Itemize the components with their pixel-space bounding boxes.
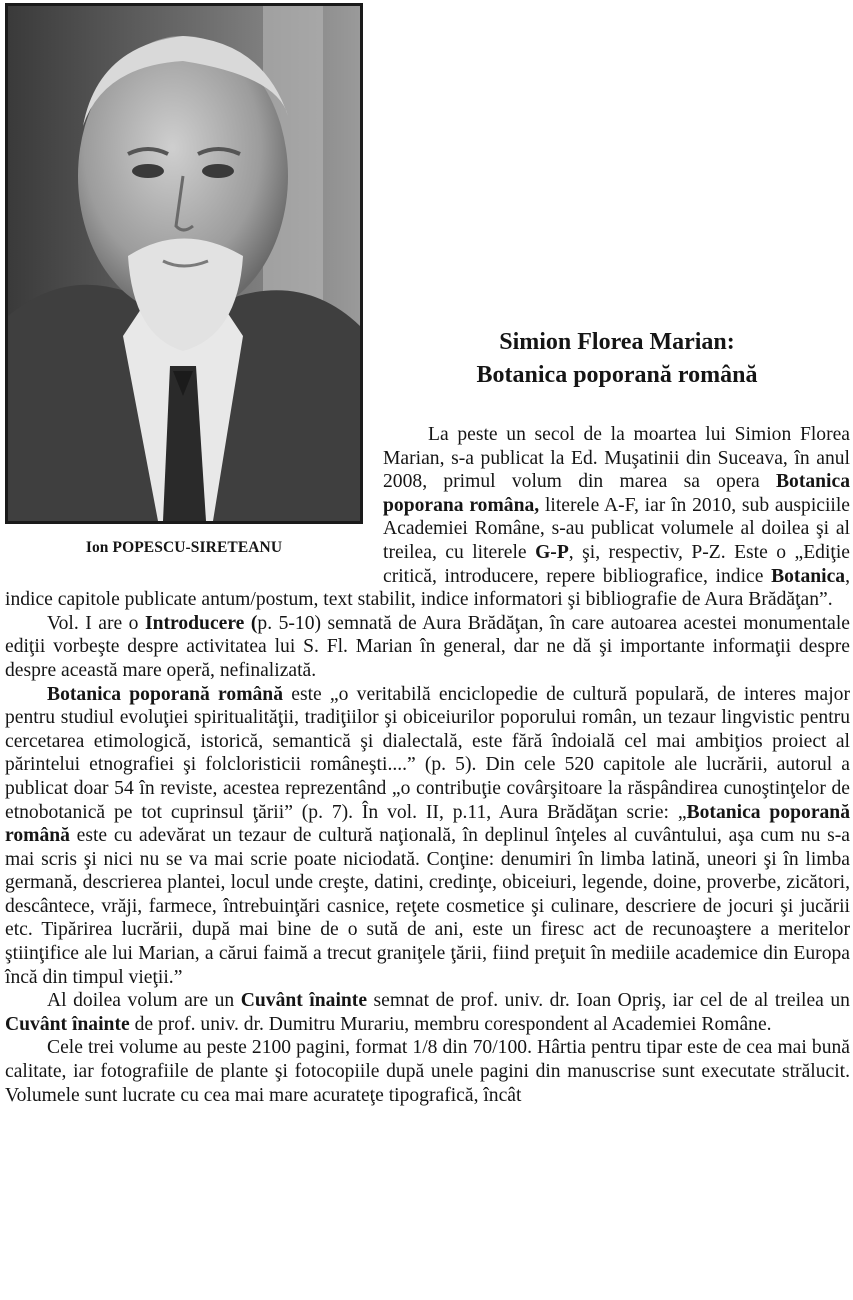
photo-caption: Ion POPESCU-SIRETEANU xyxy=(85,539,283,556)
bold-term: Introducere ( xyxy=(144,612,258,634)
paragraph-text: p. 5-10) semnată de Aura Brădăţan, în care autoarea acestei monumentale ediţii vorbeşte despre activitatea lui S. Fl. Marian în general, dar ne dă şi importante informaţii despre despre această mare operă, nefinalizată. xyxy=(5,612,850,681)
paragraph-5 xyxy=(5,1036,850,1107)
paragraph-text: , indice capitole publicate antum/postum, text stabilit, indice informatori şi bibliografie de Aura Brădăţan”. xyxy=(5,565,850,611)
paragraph-text: Cele trei volume au peste 2100 pagini, format 1/8 din 70/100. Hârtia pentru tipar este de cea mai bună calitate, iar fotografiile de plante şi fotocopiile după unele pagini din manuscrise sunt executate strălucit. Volumele sunt lucrate cu cea mai mare acurateţe tipografică, încât xyxy=(5,1037,850,1106)
bold-book-title: Botanica poporana româna, xyxy=(383,471,850,516)
title-line-2: Botanica poporană română xyxy=(476,362,758,388)
article-title xyxy=(383,326,851,392)
paragraph-text: semnat de prof. univ. dr. Ioan Opriş, iar cel de al treilea un xyxy=(367,990,850,1012)
paragraph-2 xyxy=(5,612,850,683)
title-line-1: Simion Florea Marian: xyxy=(499,329,735,355)
paragraph-3 xyxy=(5,683,850,990)
bold-book-title: Botanica poporană română xyxy=(47,683,284,705)
paragraph-text: este cu adevărat un tezaur de cultură naţională, în deplinul înţeles al cuvântului, aşa cum nu s-a mai scris şi nici nu se va mai scrie poate niciodată. Conţine: denumiri în limba latină, uneori şi în limba germană, descrierea plantei, locul unde creşte, datini, credinţe, obiceiuri, legende, doine, proverbe, zicători, descântece, vrăji, farmece, întrebuinţări casnice, reţete cosmetice şi culinare, descriere de jocuri şi jucării etc. Tipărirea lucrării, după mai bine de o sută de ani, este un firesc act de recunoaştere a meritelor ştiinţifice ale lui Marian, a cărui faimă a trecut graniţele ţării, fiind preţuit în mediile academice din Europa încă din timpul vieţii.” xyxy=(5,825,850,988)
paragraph-text: de prof. univ. dr. Dumitru Murariu, membru corespondent al Academiei Române. xyxy=(129,1013,772,1035)
bold-book-title: Botanica poporană română xyxy=(5,801,851,847)
paragraph-text: , şi, respectiv, P-Z. Este o „Ediţie critică, introducere, repere bibliografice, indice xyxy=(383,541,850,587)
paragraph-text: La peste un secol de la moartea lui Simion Florea Marian, s-a publicat la Ed. Muşatinii din Suceava, în anul 2008, primul volum din marea sa opera xyxy=(383,424,850,493)
paragraph-4 xyxy=(5,989,850,1036)
bold-term: Botanica xyxy=(771,565,846,587)
article-body xyxy=(5,423,850,1107)
photo-wrap-spacer xyxy=(5,423,383,565)
paragraph-text: Al doilea volum are un xyxy=(47,990,241,1012)
bold-letters: G-P xyxy=(535,541,569,563)
paragraph-text: este „o veritabilă enciclopedie de cultură populară, de interes major pentru studiul evoluţiei spiritualităţii, tradiţiilor şi obiceiurilor poporului român, un tezaur lingvistic pentru cercetarea etimologică, istorică, semantică şi dialectală, este fără îndoială cel mai ambiţios proiect al părintelui etnografiei şi folcloristicii româneşti....” (p. 5). Din cele 520 capitole ale lucrării, autorul a publicat doar 54 în reviste, acestea reprezentând „o contribuţie covârşitoare la răspândirea cunoştinţelor de etnobotanică pe tot cuprinsul ţării” (p. 7). În vol. II, p.11, Aura Brădăţan scrie: „ xyxy=(5,683,850,823)
bold-term: Cuvânt înainte xyxy=(240,990,368,1012)
paragraph-text: literele A-F, iar în 2010, sub auspiciile Academiei Române, s-au publicat volumele al doilea şi al treilea, cu literele xyxy=(383,494,850,563)
paragraph-text: Vol. I are o xyxy=(47,612,145,634)
bold-term: Cuvânt înainte xyxy=(5,1013,130,1035)
